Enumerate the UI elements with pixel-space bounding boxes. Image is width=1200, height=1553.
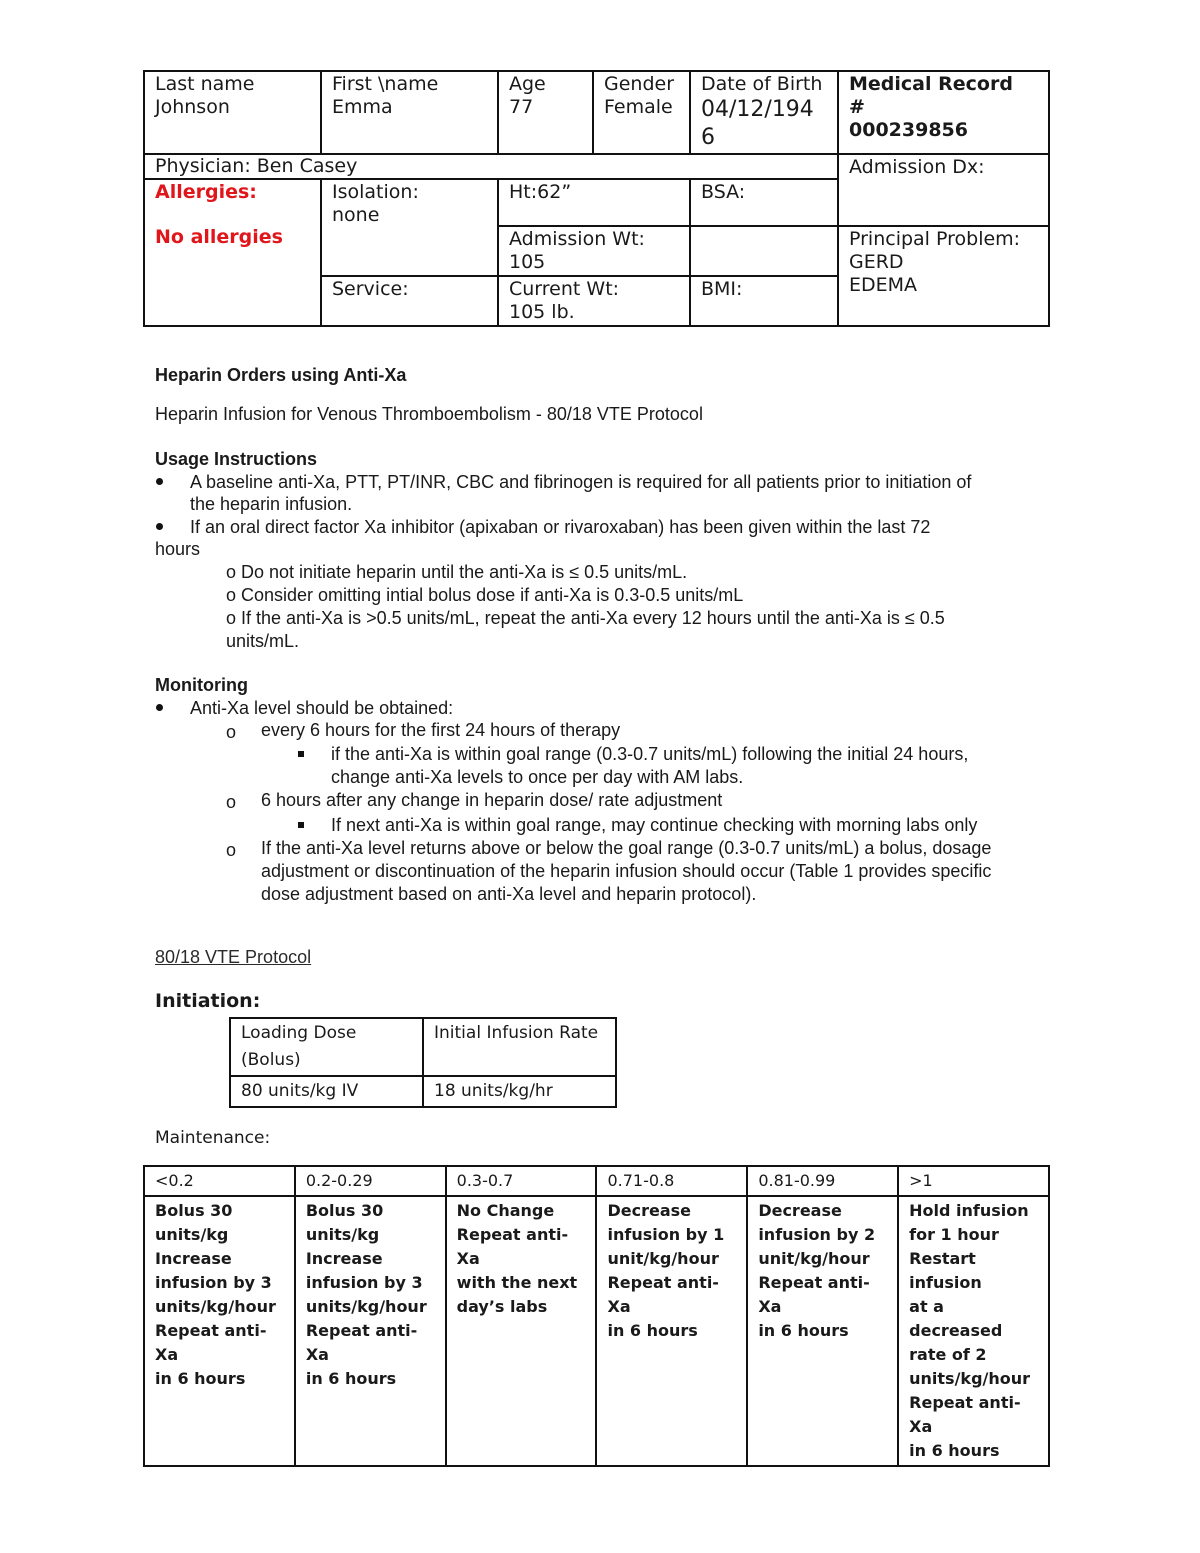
action-line: at a decreased [909,1297,1003,1340]
current-wt-value: 105 lb. [509,301,575,323]
range-header: <0.2 [144,1166,295,1196]
principal-problem-label: Principal Problem: [849,228,1021,250]
dob-value-line2: 6 [701,125,715,150]
sub-bullet-o: o [226,792,237,812]
age-cell [498,71,593,154]
loading-dose-label: Loading Dose [241,1023,357,1043]
action-line: in 6 hours [607,1321,698,1340]
monitoring-sub-3-line1: If the anti-Xa level returns above or below the goal range (0.3-0.7 units/mL) a bolus, dosage [261,838,992,858]
square-bullet-icon [298,751,304,757]
action-cell [295,1196,446,1466]
action-line: Repeat anti-Xa [456,1225,569,1268]
action-line: No Change [456,1201,555,1220]
height-cell [498,179,690,226]
allergies-value: No allergies [155,226,283,248]
action-line: Repeat anti-Xa [155,1321,267,1364]
first-name-cell [321,71,498,154]
monitoring-sub-3-line2: adjustment or discontinuation of the heparin infusion should occur (Table 1 provides specific [261,861,992,881]
usage-heading: Usage Instructions [155,449,318,469]
first-name-value: Emma [332,96,393,118]
current-wt-cell [498,276,690,326]
monitoring-sub-1-1-line1: if the anti-Xa is within goal range (0.3-0.7 units/mL) following the initial 24 hours, [331,744,969,764]
bmi-cell [690,276,838,326]
sub-bullet-o: o [226,722,237,742]
range-header: 0.71-0.8 [596,1166,747,1196]
isolation-cell [321,179,498,276]
action-line: unit/kg/hour [607,1249,719,1268]
action-cell [446,1196,597,1466]
action-line: units/kg/hour [909,1369,1031,1388]
bolus-label: (Bolus) [241,1050,301,1070]
admission-dx-cell [838,154,1049,226]
action-line: Increase [305,1249,383,1268]
maintenance-table [143,1165,1050,1467]
bmi-label: BMI: [701,278,743,300]
action-line: Hold infusion [909,1201,1029,1220]
range-header: 0.2-0.29 [295,1166,446,1196]
protocol-link[interactable]: 80/18 VTE Protocol [155,947,312,967]
infusion-rate-label: Initial Infusion Rate [434,1023,599,1043]
initiation-table [229,1017,617,1108]
action-cell [898,1196,1049,1466]
action-line: Increase [155,1249,232,1268]
usage-sub-1: o Do not initiate heparin until the anti-Xa is ≤ 0.5 units/mL. [226,562,688,582]
isolation-value: none [332,204,380,226]
allergies-cell [144,179,321,326]
action-line: Restart infusion [909,1249,982,1292]
range-header: >1 [898,1166,1049,1196]
usage-item-1-line2: the heparin infusion. [190,494,353,514]
loading-dose-value: 80 units/kg IV [230,1076,423,1107]
action-line: units/kg [155,1225,229,1244]
action-line: Decrease [607,1201,692,1220]
infusion-rate-value: 18 units/kg/hr [423,1076,616,1107]
action-line: Bolus 30 [305,1201,384,1220]
bullet-icon [156,478,163,485]
monitoring-heading: Monitoring [155,675,248,695]
action-line: Repeat anti-Xa [909,1393,1021,1436]
admission-wt-cell [498,226,690,276]
action-line: Decrease [758,1201,842,1220]
doc-subtitle: Heparin Infusion for Venous Thromboembolism - 80/18 VTE Protocol [155,404,703,424]
initiation-heading: Initiation: [155,990,261,1012]
usage-item-1-line1: A baseline anti-Xa, PTT, PT/INR, CBC and fibrinogen is required for all patients prior to initiation of [190,472,972,492]
principal-problem-2: EDEMA [849,274,918,296]
loading-dose-header [230,1018,423,1076]
infusion-rate-header [423,1018,616,1076]
sub-bullet-o: o [226,840,237,860]
action-line: infusion by 3 [155,1273,272,1292]
action-cell [144,1196,295,1466]
action-line: unit/kg/hour [758,1249,870,1268]
dob-value-line1: 04/12/194 [701,97,814,122]
bullet-icon [156,704,163,711]
bsa-cell [690,179,838,226]
age-label: Age [509,73,546,95]
allergies-label: Allergies: [155,181,257,203]
action-line: in 6 hours [305,1369,397,1388]
action-cell [596,1196,747,1466]
action-line: units/kg/hour [155,1297,276,1316]
bsa-label: BSA: [701,181,746,203]
service-cell [321,276,498,326]
isolation-label: Isolation: [332,181,419,203]
first-name-label: First \name [332,73,439,95]
monitoring-sub-2: 6 hours after any change in heparin dose/ rate adjustment [261,790,723,810]
doc-title: Heparin Orders using Anti-Xa [155,365,407,385]
admission-wt-value: 105 [509,251,546,273]
maintenance-heading: Maintenance: [155,1128,271,1148]
bullet-icon [156,523,163,530]
last-name-value: Johnson [155,96,230,118]
principal-problem-cell [838,226,1049,326]
gender-cell [593,71,690,154]
action-line: in 6 hours [758,1321,849,1340]
patient-info-table [143,70,1050,327]
action-line: Repeat anti-Xa [607,1273,719,1316]
action-line: infusion by 3 [305,1273,423,1292]
monitoring-sub-2-1: If next anti-Xa is within goal range, may continue checking with morning labs only [331,815,978,835]
action-line: Bolus 30 [155,1201,233,1220]
action-line: in 6 hours [155,1369,246,1388]
action-line: with the next [456,1273,578,1292]
usage-item-2-line1: If an oral direct factor Xa inhibitor (apixaban or rivaroxaban) has been given within the last 72 [190,517,931,537]
monitoring-sub-1-1-line2: change anti-Xa levels to once per day with AM labs. [331,767,744,787]
principal-problem-1: GERD [849,251,904,273]
action-line: units/kg [305,1225,380,1244]
usage-sub-3-line2: units/mL. [226,631,300,651]
action-line: rate of 2 [909,1345,987,1364]
action-line: for 1 hour [909,1225,999,1244]
action-line: Repeat anti-Xa [758,1273,870,1316]
admission-wt-label: Admission Wt: [509,228,645,250]
action-line: infusion by 1 [607,1225,725,1244]
medical-record-cell [838,71,1049,154]
monitoring-sub-3-line3: dose adjustment based on anti-Xa level and heparin protocol). [261,884,757,904]
mrn-label: Medical Record [849,73,1013,95]
gender-value: Female [604,96,673,118]
empty-cell [690,226,838,276]
range-header: 0.3-0.7 [446,1166,597,1196]
physician-value: Physician: Ben Casey [155,155,358,177]
action-line: infusion by 2 [758,1225,876,1244]
age-value: 77 [509,96,534,118]
range-header: 0.81-0.99 [747,1166,898,1196]
service-label: Service: [332,278,409,300]
usage-item-2-line2: hours [155,539,201,559]
usage-sub-2: o Consider omitting intial bolus dose if anti-Xa is 0.3-0.5 units/mL [226,585,744,605]
dob-cell [690,71,838,154]
action-line: in 6 hours [909,1441,1000,1460]
admission-dx-label: Admission Dx: [849,156,985,178]
current-wt-label: Current Wt: [509,278,620,300]
last-name-cell [144,71,321,154]
gender-label: Gender [604,73,675,95]
action-line: units/kg/hour [305,1297,427,1316]
square-bullet-icon [298,822,304,828]
physician-cell [144,154,838,179]
monitoring-item-1: Anti-Xa level should be obtained: [190,698,454,718]
last-name-label: Last name [155,73,255,95]
monitoring-sub-1: every 6 hours for the first 24 hours of therapy [261,720,621,740]
action-cell [747,1196,898,1466]
action-line: day’s labs [456,1297,548,1316]
height-value: Ht:62” [509,181,572,203]
dob-label: Date of Birth [701,73,823,95]
usage-sub-3-line1: o If the anti-Xa is >0.5 units/mL, repeat the anti-Xa every 12 hours until the anti-Xa is ≤ 0.5 [226,608,945,628]
mrn-value: 000239856 [849,119,968,141]
mrn-hash: # [849,96,865,118]
action-line: Repeat anti-Xa [305,1321,418,1364]
